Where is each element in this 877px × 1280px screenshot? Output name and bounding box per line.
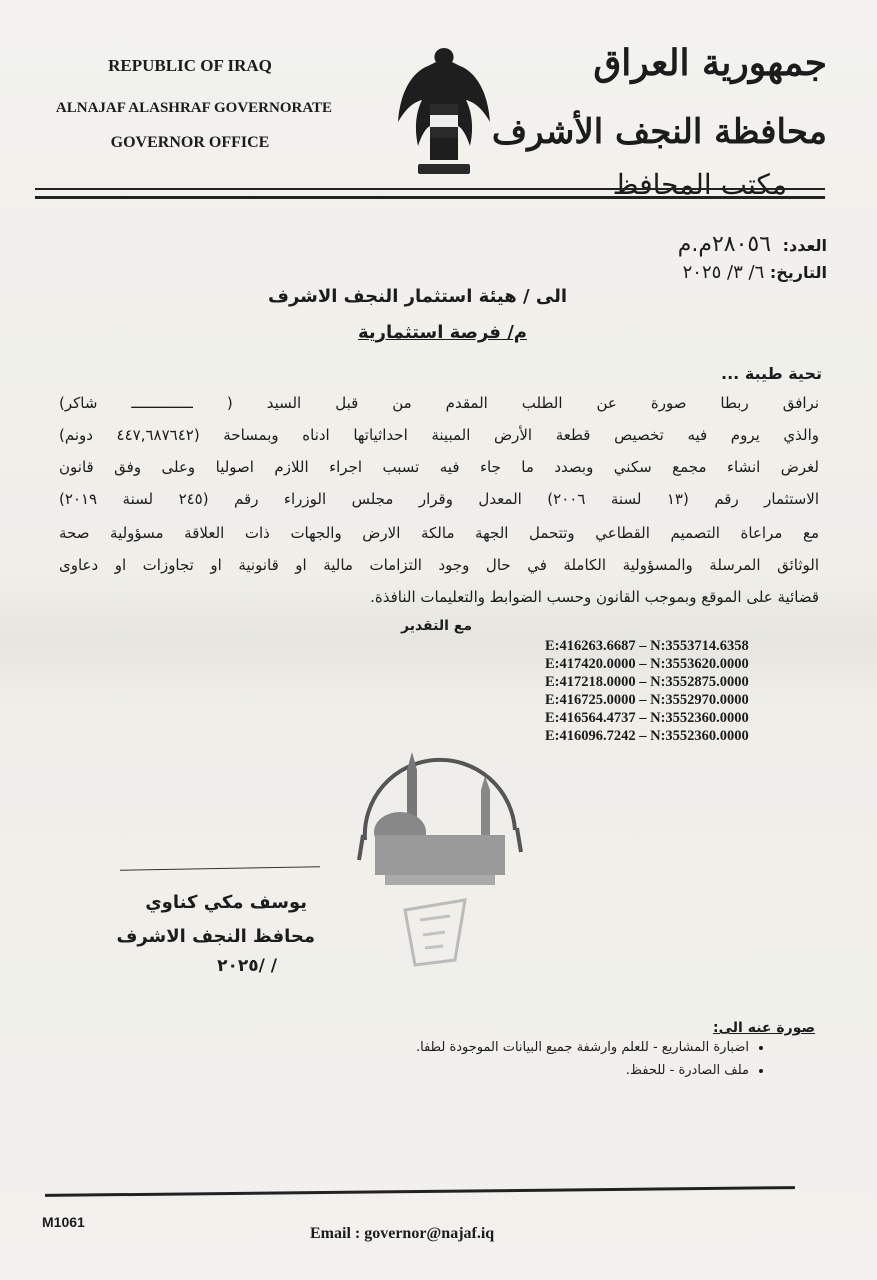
iraq-eagle-emblem <box>392 42 497 182</box>
document-date <box>683 262 827 283</box>
letter-greeting: تحية طيبة ... <box>721 364 822 383</box>
coordinates-list <box>545 637 749 745</box>
document-number <box>678 232 827 257</box>
header-divider-thick <box>35 196 825 199</box>
body-line-1: نرافق ربطا صورة عن الطلب المقدم من قبل السيد ( ــــــــــــــ شاكر) <box>59 394 819 412</box>
header-en-governorate: ALNAJAF ALASHRAF GOVERNORATE <box>55 100 333 116</box>
shrine-seal-stamp <box>345 740 535 990</box>
body-line-7: قضائية على الموقع وبموجب القانون وحسب الضوابط والتعليمات النافذة. <box>370 588 819 606</box>
footer-code: M1061 <box>42 1214 85 1230</box>
letter-closing: مع التقدير <box>400 618 472 634</box>
signatory-name: يوسف مكي كناوي <box>145 892 307 913</box>
date-value: ٦/ ٣/ ٢٠٢٥ <box>682 262 765 283</box>
cc-item: • ملف الصادرة - للحفظ. <box>416 1063 749 1078</box>
signatory-title: محافظ النجف الاشرف <box>116 926 315 947</box>
body-line-3: لغرض انشاء مجمع سكني وبصدد ما جاء فيه تسبب اجراء اللازم اصوليا وعلى وفق قانون <box>59 458 819 476</box>
letter-subject: م/ فرصة استثمارية <box>357 322 527 343</box>
body-line-5: مع مراعاة التصميم القطاعي وتتحمل الجهة مالكة الارض والجهات ذات العلاقة مسؤولية صحة <box>59 524 819 542</box>
header-ar-governorate: محافظة النجف الأشرف <box>491 112 827 152</box>
header-ar-office: مكتب المحافظ <box>612 168 787 201</box>
header-divider <box>35 188 825 190</box>
number-value: ٢٨٠٥٦م.م <box>677 232 772 257</box>
signature-date: / /٢٠٢٥ <box>217 956 277 976</box>
coordinate-row: E:417420.0000 – N:3553620.0000 <box>545 656 749 672</box>
date-label: التاريخ: <box>769 263 827 282</box>
cc-item: • اضبارة المشاريع - للعلم وارشفة جميع البيانات الموجودة لطفا. <box>416 1040 749 1055</box>
coordinate-row: E:416725.0000 – N:3552970.0000 <box>545 692 749 708</box>
body-line-6: الوثائق المرسلة والمسؤولية الكاملة في حال وجود التزامات مالية او قانونية او تجاوزات او دعاوى <box>59 556 819 574</box>
cc-heading: صورة عنه الى: <box>713 1020 815 1036</box>
footer-email: Email : governor@najaf.iq <box>310 1225 495 1242</box>
coordinate-row: E:416564.4737 – N:3552360.0000 <box>545 710 749 726</box>
letter-recipient: الى / هيئة استثمار النجف الاشرف <box>268 286 567 307</box>
number-label: العدد: <box>782 236 827 255</box>
footer-divider <box>45 1186 795 1197</box>
header-ar-republic: جمهورية العراق <box>593 42 827 84</box>
coordinate-row: E:417218.0000 – N:3552875.0000 <box>545 674 749 690</box>
coordinate-row: E:416263.6687 – N:3553714.6358 <box>545 638 749 654</box>
header-en-republic: REPUBLIC OF IRAQ <box>108 56 272 75</box>
coordinate-row: E:416096.7242 – N:3552360.0000 <box>545 728 749 744</box>
signature-line <box>120 866 320 870</box>
body-line-4: الاستثمار رقم (١٣ لسنة ٢٠٠٦) المعدل وقرار مجلس الوزراء رقم (٢٤٥ لسنة ٢٠١٩) <box>59 490 820 508</box>
header-en-office: GOVERNOR OFFICE <box>110 134 270 151</box>
body-line-2: والذي يروم فيه تخصيص قطعة الأرض المبينة احداثياتها ادناه وبمساحة (٤٤٧,٦٨٧٦٤٢ دونم) <box>59 426 819 444</box>
cc-list <box>416 1040 767 1086</box>
